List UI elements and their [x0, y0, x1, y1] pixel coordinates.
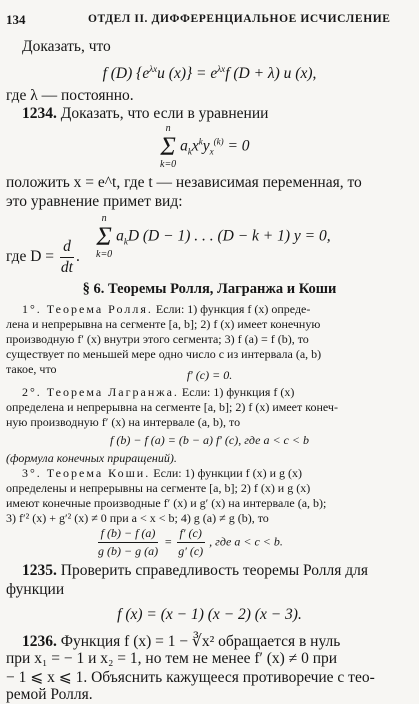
problem-1234-line-3: это уравнение примет вид:: [6, 193, 183, 210]
problem-text: Функция f (x) = 1 − ∛x² обращается в нуль: [60, 633, 341, 650]
rolle-line-2: лена и непрерывна на сегменте [a, b]; 2) f (x) имеет конечную: [6, 317, 321, 331]
rolle-line-1: [22, 302, 310, 317]
cauchy-condition: , где a < c < b.: [209, 534, 283, 549]
section-heading: § 6. Теоремы Ролля, Лагранжа и Коши: [82, 281, 337, 297]
d-definition-suffix: .: [75, 248, 80, 266]
problem-text: Доказать, что если в уравнении: [60, 105, 269, 122]
sigma-symbol: n Σ k=0: [160, 123, 177, 170]
running-header-title: ОТДЕЛ II. ДИФФЕРЕНЦИАЛЬНОЕ ИСЧИСЛЕНИЕ: [88, 13, 391, 25]
problem-1235-line-1: [22, 562, 368, 580]
sum-upper-limit: n: [101, 213, 107, 224]
intro-line-1: Доказать, что: [22, 38, 111, 55]
cauchy-line-2: определены и непрерывны на сегменте [a, b]; 2) f (x) и g (x): [6, 481, 311, 495]
d-over-dt-fraction: [58, 238, 76, 277]
problem-1234-line-1: [22, 105, 268, 123]
d-definition-prefix: где D =: [6, 248, 55, 266]
rolle-line-5: такое, что: [6, 362, 57, 376]
cauchy-left-fraction: [95, 526, 161, 559]
sigma-symbol: n Σ k=0: [96, 213, 113, 260]
problem-1236-line-1: [22, 632, 340, 651]
theorem-lead: 3°. Теорема Коши.: [22, 466, 151, 480]
fraction-numerator: f (b) − f (a): [98, 526, 159, 543]
fraction-denominator: dt: [60, 259, 73, 276]
cauchy-line-1: [22, 466, 302, 481]
problem-1234-line-2: положить x = e^t, где t — независимая переменная, то: [6, 174, 362, 191]
problem-number: 1235.: [22, 562, 57, 579]
theorem-text: Если: 1) функция f (x) опреде-: [155, 302, 311, 316]
cauchy-formula: [95, 526, 283, 559]
sum-upper-limit: n: [165, 123, 171, 134]
sum-equation-1: n Σ k=0 $a_kx^ky_x^{(k)} = 0$: [160, 123, 250, 170]
lagrange-formula: f (b) − f (a) = (b − a) f′ (c), где a < c < b: [110, 433, 309, 447]
problem-1236-line-4: ремой Ролля.: [6, 686, 93, 703]
problem-1236-line-2: при x₁ = − 1 и x₂ = 1, но тем не менее f′ (x) ≠ 0 при: [6, 650, 338, 667]
rolle-line-4: существует по меньшей мере одно число c из интервала (a, b): [6, 347, 322, 361]
sum-equation-2: n Σ k=0 $a_kD$ (D − 1) . . . (D − k + 1) y = 0,: [96, 213, 331, 260]
sum-lower-limit: k=0: [96, 249, 113, 260]
fraction-denominator: g (b) − g (a): [98, 544, 159, 558]
theorem-lead: 2°. Теорема Лагранжа.: [22, 385, 179, 399]
lagrange-line-1: [22, 385, 294, 400]
problem-number: 1236.: [22, 633, 57, 650]
fraction-numerator: f′ (c): [177, 526, 205, 543]
theorem-text: Если: 1) функция f (x): [181, 385, 295, 399]
rolle-formula: f′ (c) = 0.: [186, 368, 233, 382]
fraction-denominator: g′ (c): [178, 544, 204, 558]
theorem-lead: 1°. Теорема Ролля.: [22, 302, 153, 316]
rolle-line-3: производную f′ (x) внутри этого сегмента; 3) f (a) = f (b), то: [6, 332, 309, 346]
lagrange-line-2: определена и непрерывна на сегменте [a, b]; 2) f (x) имеет конеч-: [6, 400, 338, 414]
problem-number: 1234.: [22, 105, 57, 122]
problem-1234-line-4: [6, 238, 80, 277]
problem-1235-line-2: функции: [6, 581, 65, 598]
problem-1235-formula: f (x) = (x − 1) (x − 2) (x − 3).: [117, 606, 302, 623]
problem-1236-line-3: − 1 ⩽ x ⩽ 1. Объяснить кажущееся противоречие с тео-: [6, 669, 375, 686]
lagrange-note: (формула конечных приращений).: [6, 451, 177, 465]
sum-lower-limit: k=0: [160, 159, 177, 170]
problem-text: Проверить справедливость теоремы Ролля для: [60, 562, 369, 579]
page-number: 134: [6, 12, 26, 27]
intro-formula: f (D) {$e^{\lambda x}u$ $(x)\} = e^{\lambda x}f$ (D + λ) u (x),: [102, 64, 317, 83]
intro-line-2: где λ — постоянно.: [6, 87, 134, 104]
theorem-text: Если: 1) функции f (x) и g (x): [153, 466, 303, 480]
fraction-numerator: d: [60, 238, 74, 258]
lagrange-line-3: ную производную f′ (x) на интервале (a, b), то: [6, 415, 241, 429]
cauchy-line-3: имеют конечные производные f′ (x) и g′ (x) на интервале (a, b);: [6, 496, 327, 510]
cauchy-line-4: 3) f′² (x) + g′² (x) ≠ 0 при a < x < b; 4) g (a) ≠ g (b), то: [6, 511, 269, 525]
equals-sign: =: [164, 534, 173, 549]
cauchy-right-fraction: [175, 526, 206, 559]
